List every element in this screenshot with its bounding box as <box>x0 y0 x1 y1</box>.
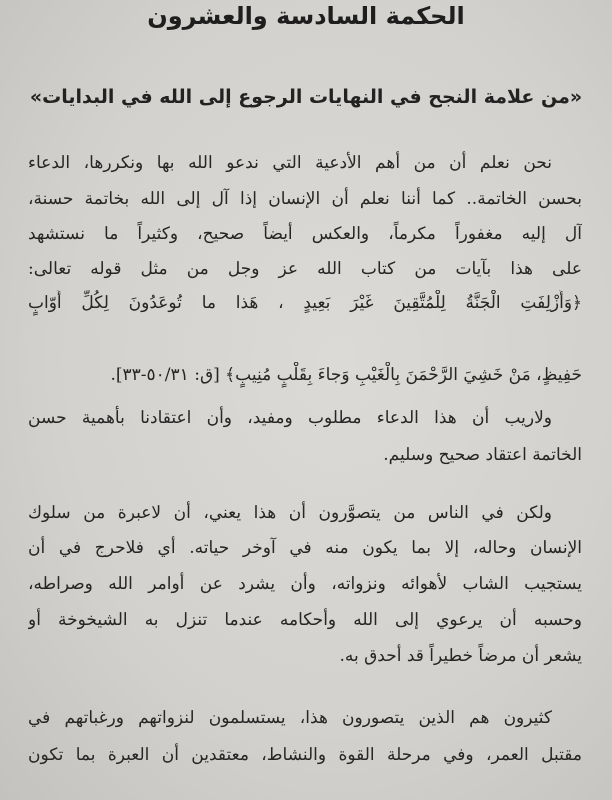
text-line: يستجيب الشاب لأهوائه ونزواته، وأن يشرد عن أوامر الله وصراطه، <box>28 574 582 594</box>
text-line: ولاريب أن هذا الدعاء مطلوب ومفيد، وأن اعتقادنا بأهمية حسن <box>28 408 552 428</box>
text-line: مقتبل العمر، وفي مرحلة القوة والنشاط، معتقدين أن العبرة بما تكون <box>28 745 582 765</box>
chapter-subtitle: «من علامة النجح في النهايات الرجوع إلى الله في البدايات» <box>29 86 583 108</box>
text-line: الخاتمة اعتقاد صحيح وسليم. <box>383 445 582 465</box>
quran-verse-line: حَفِيظٍ، مَنْ خَشِيَ الرَّحْمَنَ بِالْغَيْبِ وَجاءَ بِقَلْبٍ مُنِيبٍ﴾ [ق: ٥٠/٣١-٣٣]. <box>110 365 582 385</box>
text-line: ولكن في الناس من يتصوَّرون أن هذا يعني، أن لاعبرة من سلوك <box>28 503 552 523</box>
chapter-title: الحكمة السادسة والعشرون <box>147 2 465 30</box>
text-line: كثيرون هم الذين يتصورون هذا، يستسلمون لنزواتهم ورغباتهم في <box>28 708 552 728</box>
text-line: بحسن الخاتمة.. كما أننا نعلم أن الإنسان إذا آل إلى الله بخاتمة حسنة، <box>28 189 582 209</box>
text-line: يشعر أن مرضاً خطيراً قد أحدق به. <box>339 646 582 666</box>
text-line: وحسبه أن يرعوي إلى الله وأحكامه عندما تنزل به الشيخوخة أو <box>28 610 582 630</box>
text-line: على هذا بآيات من كتاب الله عز وجل من مثل قوله تعالى: <box>28 259 582 279</box>
text-line: نحن نعلم أن من أهم الأدعية التي ندعو الله بها ونكررها، الدعاء <box>28 153 552 173</box>
text-line: الإنسان وحاله، إلا بما يكون منه في آوخر حياته. أي فلاحرج في أن <box>28 538 582 558</box>
text-line: آل إليه مغفوراً مكرماً، والعكس أيضاً صحيح، وكثيراً ما نستشهد <box>28 224 582 244</box>
quran-verse-line: ﴿وَأُزْلِفَتِ الْجَنَّةُ لِلْمُتَّقِينَ غَيْرَ بَعِيدٍ ، هَذا ما تُوعَدُونَ لِكُلِّ أَوّابٍ <box>28 293 582 313</box>
